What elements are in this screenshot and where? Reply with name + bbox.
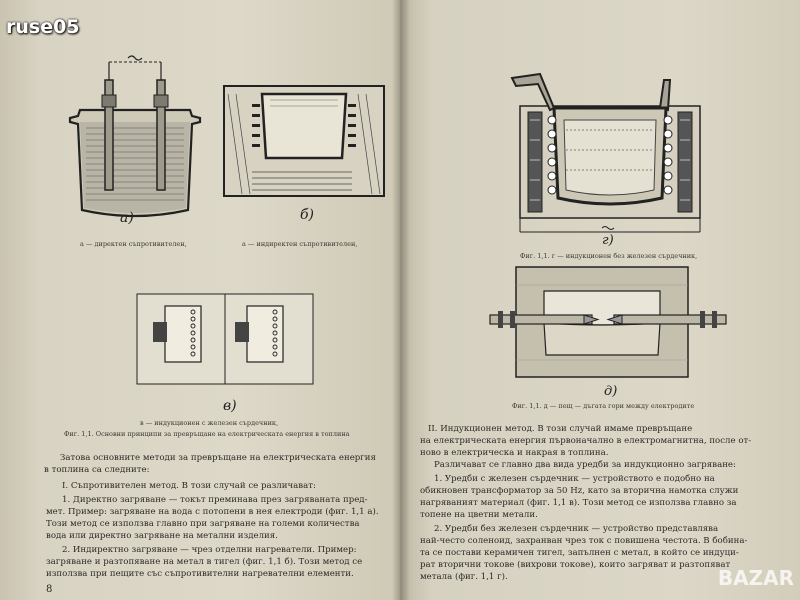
page-number: 8 bbox=[46, 584, 53, 595]
figure-title: Фиг. 1,1. Основни принципи за превръщане на електрическата енергия в топлина bbox=[64, 430, 350, 438]
left-paragraph-1: в топлина са следните: bbox=[44, 465, 150, 475]
right-paragraph-4: 1. Уредби с железен сърдечник — устройството е подобно на bbox=[434, 474, 715, 484]
caption-b: а — индиректен съпротивителен, bbox=[242, 240, 358, 248]
right-page bbox=[400, 0, 800, 600]
left-paragraph-8: загряване и разтопяване на метал в тигел (фиг. 1,1 б). Този метод се bbox=[46, 557, 363, 567]
right-paragraph-12: метала (фиг. 1,1 г). bbox=[420, 572, 508, 582]
figure-g-induction-coreless bbox=[510, 70, 710, 248]
figure-d-arc-furnace bbox=[488, 265, 728, 400]
left-paragraph-9: използва при пещите със съпротивителни нагревателни елементи. bbox=[46, 569, 354, 579]
left-paragraph-3: 1. Директно загряване — токът преминава през загряваната пред- bbox=[62, 495, 368, 505]
left-paragraph-0: Затова основните методи за превръщане на електрическата енергия bbox=[60, 453, 376, 463]
brand-logo: BAZAR bbox=[717, 566, 794, 590]
figure-b-indirect-resistive bbox=[222, 84, 387, 229]
watermark: ruse05 bbox=[6, 16, 80, 38]
right-paragraph-0: II. Индукционен метод. В този случай имаме превръщане bbox=[428, 424, 693, 434]
left-paragraph-5: Този метод се използва главно при загряване на големи количества bbox=[46, 519, 360, 529]
left-paragraph-6: вода или директно загряване на метални изделия. bbox=[46, 531, 278, 541]
left-paragraph-4: мет. Пример: загряване на вода с потопени в нея електроди (фиг. 1,1 а). bbox=[46, 507, 379, 517]
fig-label-b: б) bbox=[300, 207, 315, 223]
fig-label-a: а) bbox=[120, 210, 134, 226]
right-paragraph-3: Различават се главно два вида уредби за индукционно загряване: bbox=[434, 460, 736, 470]
left-paragraph-7: 2. Индиректно загряване — чрез отделни нагреватели. Пример: bbox=[62, 545, 357, 555]
figure-a-direct-resistive bbox=[60, 50, 210, 230]
caption-g: Фиг. 1,1. г — индукционен без железен сърдечник, bbox=[520, 252, 698, 260]
right-paragraph-9: най-често соленоид, захранван чрез ток с повишена честота. В бобина- bbox=[420, 536, 748, 546]
caption-d: Фиг. 1,1. д — пещ — дъгата гори между електродите bbox=[512, 402, 695, 410]
book-gutter bbox=[392, 0, 410, 600]
right-paragraph-7: топене на цветни метали. bbox=[420, 510, 538, 520]
figure-v-induction-iron-core bbox=[135, 292, 315, 417]
fig-label-v: в) bbox=[223, 398, 237, 414]
right-paragraph-1: на електрическата енергия първоначално в електромагнитна, после от- bbox=[420, 436, 752, 446]
fig-label-g: г) bbox=[602, 233, 614, 248]
right-paragraph-8: 2. Уредби без железен сърдечник — устройство представлява bbox=[434, 524, 719, 534]
right-paragraph-6: нагряваният материал (фиг. 1,1 в). Този метод се използва главно за bbox=[420, 498, 737, 508]
right-paragraph-2: ново в електрическа и накрая в топлина. bbox=[420, 448, 609, 458]
caption-a: а — директен съпротивителен, bbox=[80, 240, 187, 248]
fig-label-d: д) bbox=[604, 384, 618, 399]
right-paragraph-11: рат вторични токове (вихрови токове), които загряват и разтопяват bbox=[420, 560, 731, 570]
right-paragraph-10: та се постави керамичен тигел, запълнен с метал, в който се индуци- bbox=[420, 548, 739, 558]
caption-v: в — индукционен с железен сърдечник, bbox=[140, 419, 279, 427]
right-paragraph-5: обикновен трансформатор за 50 Hz, като за вторична намотка служи bbox=[420, 486, 739, 496]
left-paragraph-2: I. Съпротивителен метод. В този случай се различават: bbox=[62, 481, 316, 491]
